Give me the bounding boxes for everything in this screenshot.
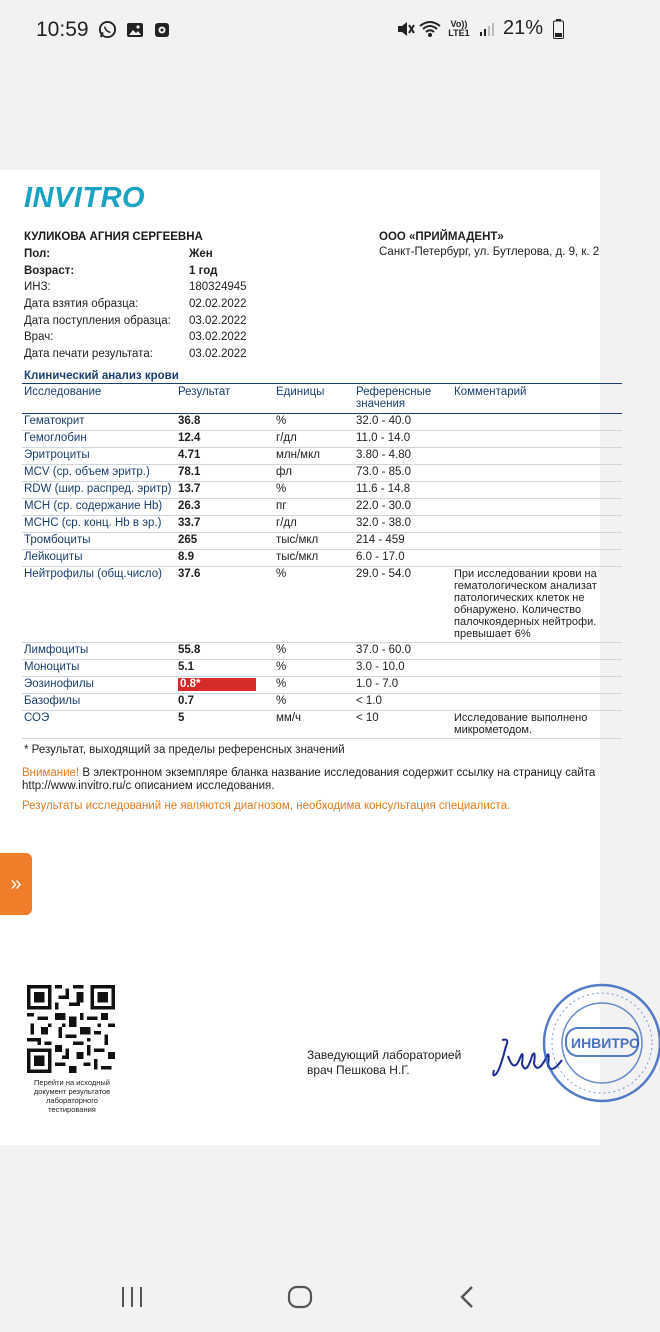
home-icon (287, 1285, 313, 1309)
field-label: Возраст: (24, 264, 75, 277)
table-row (22, 694, 622, 711)
table-header-row (22, 384, 622, 414)
patient-name: КУЛИКОВА АГНИЯ СЕРГЕЕВНА (24, 231, 203, 243)
test-reference: 32.0 - 38.0 (354, 516, 452, 533)
disclaimer: Результаты исследований не являются диагнозом, необходима консультация специалиста. (22, 800, 511, 812)
test-unit: млн/мкл (274, 448, 354, 465)
field-value: 03.02.2022 (189, 331, 247, 344)
test-value: 55.8 (178, 644, 201, 656)
patient-field (24, 279, 247, 296)
patient-field (24, 263, 247, 280)
test-comment (452, 643, 622, 660)
test-name[interactable]: Моноциты (22, 660, 176, 677)
warning-label: Внимание! (22, 767, 80, 779)
test-name[interactable]: Тромбоциты (22, 533, 176, 550)
test-value: 37.6 (178, 568, 201, 580)
test-value: 265 (178, 534, 198, 546)
status-bar (0, 0, 600, 62)
field-label: Пол: (24, 248, 51, 261)
test-value-cell (176, 499, 274, 516)
test-name[interactable]: MCH (ср. содержание Hb) (22, 499, 176, 516)
test-unit: тыс/мкл (274, 533, 354, 550)
back-button[interactable] (448, 1282, 488, 1312)
table-row (22, 677, 622, 694)
test-value-cell (176, 516, 274, 533)
back-icon (458, 1285, 478, 1309)
clinic-name: ООО «ПРИЙМАДЕНТ» (379, 231, 504, 243)
test-value-cell (176, 533, 274, 550)
test-comment: При исследовании крови на гематологическом анализат патологических клеток не обнаружено. Количество палочкоядерных нейтрофи. превышает 6% (452, 567, 622, 643)
signal-icon (478, 19, 497, 38)
test-value: 8.9 (178, 551, 194, 563)
test-reference: 3.80 - 4.80 (354, 448, 452, 465)
test-name[interactable]: Эозинофилы (22, 677, 176, 694)
battery-percent: 21% (502, 17, 543, 39)
field-label: Дата взятия образца: (24, 298, 139, 311)
test-name[interactable]: Лейкоциты (22, 550, 176, 567)
test-name[interactable]: Гематокрит (22, 414, 176, 431)
test-reference: 214 - 459 (354, 533, 452, 550)
test-value: 36.8 (178, 415, 201, 427)
clinic-address: Санкт-Петербург, ул. Бутлерова, д. 9, к. 2 (379, 246, 600, 258)
test-unit: % (274, 660, 354, 677)
test-comment (452, 550, 622, 567)
test-value-cell (176, 465, 274, 482)
header-comment: Комментарий (452, 384, 622, 414)
test-value: 5.1 (178, 661, 194, 673)
test-unit: мм/ч (274, 711, 354, 739)
results-body (22, 414, 622, 739)
head-name: врач Пешкова Н.Г. (307, 1063, 410, 1077)
results-table (22, 383, 622, 739)
field-value: 180324945 (189, 281, 247, 294)
test-comment (452, 499, 622, 516)
clinic-info (379, 231, 599, 258)
test-comment (452, 414, 622, 431)
patient-info (24, 231, 247, 362)
mute-icon (396, 19, 415, 38)
invitro-logo: INVITRO (24, 182, 146, 214)
test-comment (452, 516, 622, 533)
header-test: Исследование (22, 384, 176, 414)
patient-field (24, 329, 247, 346)
table-row (22, 482, 622, 499)
test-reference: 37.0 - 60.0 (354, 643, 452, 660)
test-reference: 73.0 - 85.0 (354, 465, 452, 482)
test-comment (452, 694, 622, 711)
test-reference: < 10 (354, 711, 452, 739)
field-value: 02.02.2022 (189, 298, 247, 311)
field-value: Жен (189, 248, 213, 261)
battery-icon (549, 19, 568, 38)
recent-apps-icon (120, 1286, 144, 1308)
test-name[interactable]: Эритроциты (22, 448, 176, 465)
calendar-app-icon (152, 20, 171, 39)
test-value: 78.1 (178, 466, 201, 478)
table-row (22, 533, 622, 550)
test-name[interactable]: MCHC (ср. конц. Hb в эр.) (22, 516, 176, 533)
table-row (22, 431, 622, 448)
nav-bar (0, 1262, 600, 1332)
test-reference: 3.0 - 10.0 (354, 660, 452, 677)
test-value: 12.4 (178, 432, 201, 444)
test-reference: 22.0 - 30.0 (354, 499, 452, 516)
test-value: 13.7 (178, 483, 201, 495)
test-value: 4.71 (178, 449, 201, 461)
test-comment: Исследование выполнено микрометодом. (452, 711, 622, 739)
test-comment (452, 465, 622, 482)
table-row (22, 414, 622, 431)
test-comment (452, 660, 622, 677)
test-unit: % (274, 694, 354, 711)
patient-field (24, 346, 247, 363)
field-value: 03.02.2022 (189, 314, 247, 327)
field-label: ИНЗ: (24, 281, 51, 294)
test-value: 33.7 (178, 517, 201, 529)
header-units: Единицы (274, 384, 354, 414)
recent-apps-button[interactable] (112, 1282, 152, 1312)
test-unit: г/дл (274, 516, 354, 533)
warning-tail: с описанием исследования. (125, 780, 275, 792)
patient-field (24, 246, 247, 263)
test-value-cell (176, 550, 274, 567)
test-name[interactable]: СОЭ (22, 711, 176, 739)
test-value-cell (176, 414, 274, 431)
head-title: Заведующий лабораторией (307, 1048, 462, 1062)
footnote: * Результат, выходящий за пределы референсных значений (24, 744, 345, 756)
field-label: Дата печати результата: (24, 347, 153, 360)
table-row (22, 567, 622, 643)
test-name[interactable]: RDW (шир. распред. эритр) (22, 482, 176, 499)
test-unit: % (274, 414, 354, 431)
table-row (22, 465, 622, 482)
test-value-cell (176, 677, 274, 694)
test-reference: 11.6 - 14.8 (354, 482, 452, 499)
warning-text: В электронном экземпляре бланка название исследования содержит ссылку на страницу сайта (82, 767, 596, 779)
test-unit: фл (274, 465, 354, 482)
test-value-cell (176, 482, 274, 499)
test-comment (452, 533, 622, 550)
test-reference: 6.0 - 17.0 (354, 550, 452, 567)
side-expand-tab[interactable] (0, 853, 32, 915)
head-of-lab (307, 1048, 461, 1078)
status-time: 10:59 (36, 18, 89, 41)
test-unit: % (274, 677, 354, 694)
test-value: 0.7 (178, 695, 194, 707)
section-title: Клинический анализ крови (24, 370, 179, 382)
flagged-value: 0.8* (178, 678, 256, 691)
table-row (22, 550, 622, 567)
patient-field (24, 296, 247, 313)
test-value-cell (176, 431, 274, 448)
test-unit: г/дл (274, 431, 354, 448)
field-label: Врач: (24, 331, 54, 344)
test-name[interactable]: Базофилы (22, 694, 176, 711)
lab-stamp (540, 978, 660, 1108)
wifi-icon (421, 19, 440, 38)
network-label: Vo)) LTE1 (448, 18, 470, 38)
test-comment (452, 482, 622, 499)
test-comment (452, 448, 622, 465)
test-reference: 11.0 - 14.0 (354, 431, 452, 448)
test-unit: % (274, 643, 354, 660)
whatsapp-icon (98, 20, 117, 39)
field-label: Дата поступления образца: (24, 314, 171, 327)
warning-link[interactable]: http://www.invitro.ru/ (22, 780, 126, 792)
qr-code[interactable] (27, 985, 115, 1073)
test-value: 5 (178, 712, 185, 724)
test-value-cell (176, 643, 274, 660)
table-row (22, 499, 622, 516)
patient-field (24, 312, 247, 329)
test-name[interactable]: MCV (ср. объем эритр.) (22, 465, 176, 482)
test-value-cell (176, 694, 274, 711)
test-value-cell (176, 711, 274, 739)
header-result: Результат (176, 384, 274, 414)
test-comment (452, 677, 622, 694)
test-comment (452, 431, 622, 448)
table-row (22, 660, 622, 677)
double-chevron-right-icon: » (10, 872, 22, 895)
test-reference: 29.0 - 54.0 (354, 567, 452, 643)
home-button[interactable] (280, 1282, 320, 1312)
test-reference: < 1.0 (354, 694, 452, 711)
test-name[interactable]: Нейтрофилы (общ.число) (22, 567, 176, 643)
warning-note (22, 767, 597, 793)
test-value-cell (176, 660, 274, 677)
lab-result-document[interactable] (0, 170, 640, 1145)
gallery-icon (125, 20, 144, 39)
test-name[interactable]: Гемоглобин (22, 431, 176, 448)
table-row (22, 711, 622, 739)
field-value: 03.02.2022 (189, 347, 247, 360)
table-row (22, 516, 622, 533)
test-unit: пг (274, 499, 354, 516)
test-reference: 1.0 - 7.0 (354, 677, 452, 694)
table-row (22, 448, 622, 465)
field-value: 1 год (189, 264, 218, 277)
stamp-text: ИНВИТРО (571, 1035, 640, 1051)
header-reference: Референсные значения (354, 384, 452, 414)
qr-caption: Перейти на исходный документ результатов лабораторного тестирования (33, 1078, 111, 1114)
test-unit: % (274, 482, 354, 499)
table-row (22, 643, 622, 660)
test-value-cell (176, 448, 274, 465)
test-value: 26.3 (178, 500, 201, 512)
test-name[interactable]: Лимфоциты (22, 643, 176, 660)
test-unit: % (274, 567, 354, 643)
test-reference: 32.0 - 40.0 (354, 414, 452, 431)
test-value-cell (176, 567, 274, 643)
test-unit: тыс/мкл (274, 550, 354, 567)
